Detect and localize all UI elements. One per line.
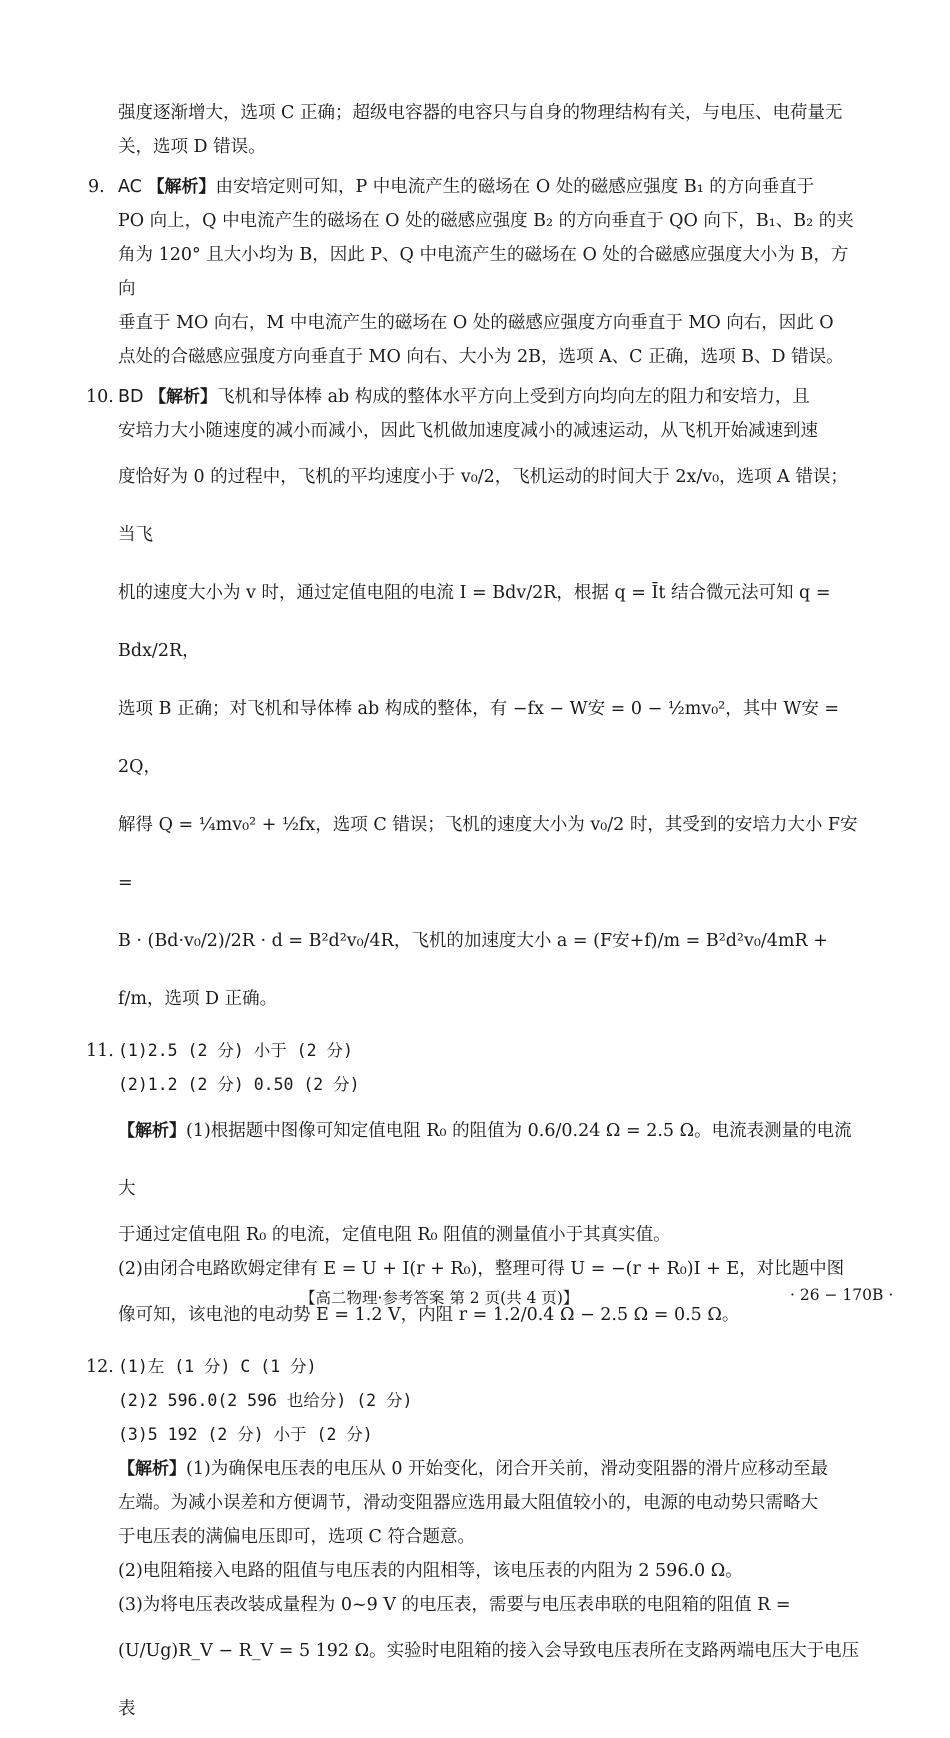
answer-choice: BD — [118, 387, 144, 407]
question-number: 9. — [88, 177, 105, 197]
analysis-tag: 【解析】 — [118, 1121, 186, 1141]
text-line: 机的速度大小为 v 时，通过定值电阻的电流 I = Bdv/2R，根据 q = Īt 结合微元法可知 q = Bdx/2R， — [118, 583, 831, 661]
answer-line: (1)2.5 (2 分) 小于 (2 分) — [118, 1041, 353, 1060]
footer-title: 【高二物理·参考答案 第 2 页(共 4 页)】 — [300, 1289, 579, 1307]
answer-line: (1)左 (1 分) C (1 分) — [118, 1357, 317, 1376]
answer-choice: AC — [118, 177, 142, 197]
answer-line: (3)5 192 (2 分) 小于 (2 分) — [118, 1425, 373, 1444]
text-line — [118, 170, 862, 204]
answer-line: (2)1.2 (2 分) 0.50 (2 分) — [118, 1075, 360, 1094]
text-line: 选项 B 正确；对飞机和导体棒 ab 构成的整体，有 −fx − W安 = 0 − ½mv₀²，其中 W安 = 2Q， — [118, 699, 840, 777]
question-number: 11. — [86, 1041, 114, 1061]
question-number: 10. — [86, 387, 114, 407]
text-line: (3)为将电压表改装成量程为 0~9 V 的电压表，需要与电压表串联的电阻箱的阻值 R = — [118, 1595, 791, 1615]
analysis-text: 由安培定则可知，P 中电流产生的磁场在 O 处的磁感应强度 B₁ 的方向垂直于 — [215, 177, 815, 197]
text-line — [118, 1102, 862, 1218]
text-line: (2)由闭合电路欧姆定律有 E = U + I(r + R₀)，整理可得 U = −(r + R₀)I + E，对比题中图 — [118, 1259, 845, 1279]
question-10 — [88, 380, 862, 1028]
text-line: 于电压表的满偏电压即可，选项 C 符合题意。 — [118, 1527, 476, 1547]
page-content — [88, 96, 862, 1738]
question-12 — [88, 1350, 862, 1738]
text-line — [118, 1452, 862, 1486]
analysis-text: 飞机和导体棒 ab 构成的整体水平方向上受到方向均向左的阻力和安培力，且 — [217, 387, 810, 407]
analysis-tag: 【解析】 — [149, 387, 218, 407]
text-line: 点处的合磁感应强度方向垂直于 MO 向右、大小为 2B，选项 A、C 正确，选项 B、D 错误。 — [118, 347, 844, 367]
text-line — [118, 380, 862, 414]
text-line: 关，选项 D 错误。 — [118, 137, 266, 157]
text-line: 垂直于 MO 向右，M 中电流产生的磁场在 O 处的磁感应强度方向垂直于 MO 向右，因此 O — [118, 313, 834, 333]
footer-code: · 26 − 170B · — [790, 1286, 894, 1304]
analysis-text: (1)根据题中图像可知定值电阻 R₀ 的阻值为 0.6/0.24 Ω = 2.5 Ω。电流表测量的电流大 — [118, 1121, 852, 1199]
text-line: 安培力大小随速度的减小而减小，因此飞机做加速度减小的减速运动，从飞机开始减速到速 — [118, 421, 818, 441]
text-line: 角为 120° 且大小均为 B，因此 P、Q 中电流产生的磁场在 O 处的合磁感应强度大小为 B，方向 — [118, 245, 849, 299]
question-number: 12. — [86, 1357, 114, 1377]
q8-continuation — [88, 96, 862, 164]
text-line: 左端。为减小误差和方便调节，滑动变阻器应选用最大阻值较小的，电源的电动势只需略大 — [118, 1493, 818, 1513]
analysis-tag: 【解析】 — [147, 177, 216, 197]
text-line: 解得 Q = ¼mv₀² + ½fx，选项 C 错误；飞机的速度大小为 v₀/2 时，其受到的安培力大小 F安 = — [118, 815, 858, 893]
text-line: 像可知，该电池的电动势 E = 1.2 V，内阻 r = 1.2/0.4 Ω − 2.5 Ω = 0.5 Ω。 — [118, 1305, 740, 1325]
text-line: (2)电阻箱接入电路的阻值与电压表的内阻相等，该电压表的内阻为 2 596.0 Ω。 — [118, 1561, 743, 1581]
text-line: 强度逐渐增大，选项 C 正确；超级电容器的电容只与自身的物理结构有关，与电压、电荷量无 — [118, 103, 843, 123]
text-line: 于通过定值电阻 R₀ 的电流，定值电阻 R₀ 阻值的测量值小于其真实值。 — [118, 1225, 671, 1245]
text-line: 度恰好为 0 的过程中，飞机的平均速度小于 v₀/2，飞机运动的时间大于 2x/v₀，选项 A 错误；当飞 — [118, 467, 848, 545]
text-line: B · (Bd·v₀/2)/2R · d = B²d²v₀/4R，飞机的加速度大小 a = (F安+f)/m = B²d²v₀/4mR + f/m，选项 D 正确。 — [118, 931, 828, 1009]
analysis-text: (1)为确保电压表的电压从 0 开始变化，闭合开关前，滑动变阻器的滑片应移动至最 — [186, 1459, 829, 1479]
text-line: (U/Ug)R_V − R_V = 5 192 Ω。实验时电阻箱的接入会导致电压表所在支路两端电压大于电压表 — [118, 1641, 860, 1719]
question-9 — [88, 170, 862, 374]
text-line: PO 向上，Q 中电流产生的磁场在 O 处的磁感应强度 B₂ 的方向垂直于 QO 向下，B₁、B₂ 的夹 — [118, 211, 854, 231]
analysis-tag: 【解析】 — [118, 1459, 186, 1479]
answer-line: (2)2 596.0(2 596 也给分) (2 分) — [118, 1391, 413, 1410]
